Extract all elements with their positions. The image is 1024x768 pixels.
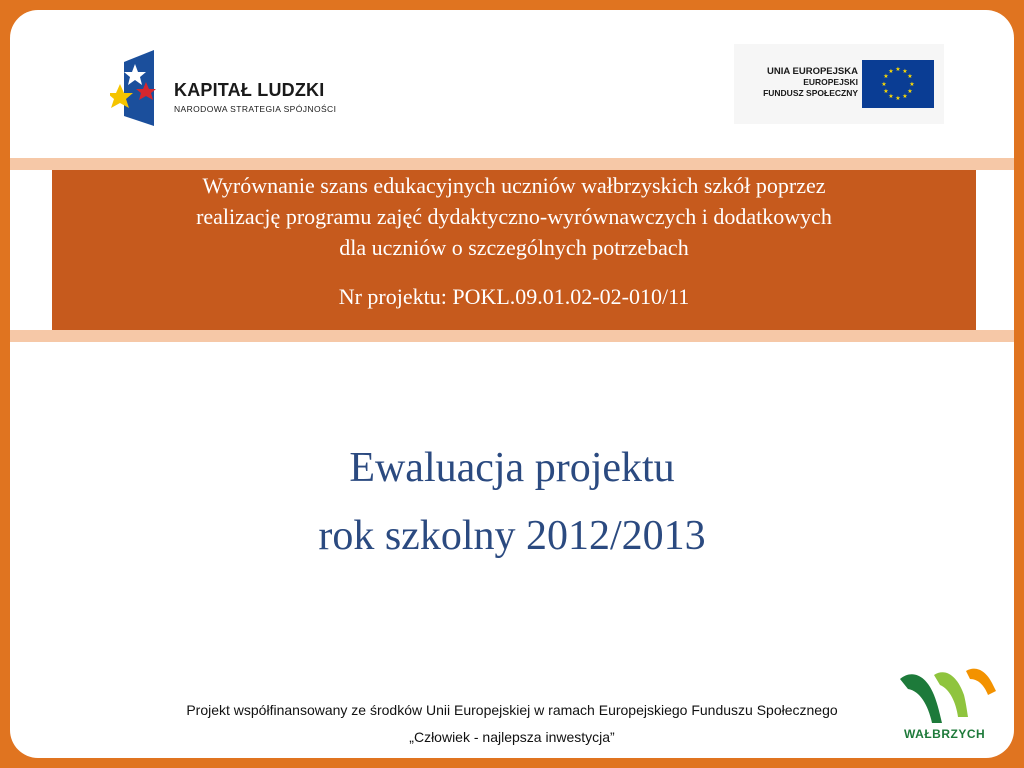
cofinancing-note: Projekt współfinansowany ze środków Unii Europejskiej w ramach Europejskiego Funduszu Społecznego bbox=[186, 702, 838, 718]
walbrzych-label: WAŁBRZYCH bbox=[904, 727, 986, 741]
kapital-ludzki-subtitle: NARODOWA STRATEGIA SPÓJNOŚCI bbox=[174, 104, 337, 114]
eu-logo bbox=[734, 44, 944, 124]
program-slogan: „Człowiek - najlepsza inwestycja” bbox=[409, 729, 615, 745]
svg-text:★: ★ bbox=[909, 81, 915, 88]
slide bbox=[10, 10, 1014, 758]
banner-line-3: dla uczniów o szczególnych potrzebach bbox=[339, 235, 689, 260]
eu-flag-icon bbox=[862, 60, 934, 108]
eu-line-3: FUNDUSZ SPOŁECZNY bbox=[763, 88, 858, 98]
svg-text:★: ★ bbox=[881, 81, 887, 88]
walbrzych-emblem-icon bbox=[894, 665, 1004, 727]
kapital-ludzki-logo bbox=[110, 48, 370, 138]
title-line-1: Ewaluacja projektu bbox=[349, 445, 675, 491]
title-line-2: rok szkolny 2012/2013 bbox=[318, 513, 706, 559]
project-banner bbox=[52, 170, 976, 330]
kapital-ludzki-title: KAPITAŁ LUDZKI bbox=[174, 80, 325, 100]
project-number: Nr projektu: POKL.09.01.02-02-010/11 bbox=[338, 284, 690, 309]
svg-text:★: ★ bbox=[907, 73, 913, 80]
top-accent-band bbox=[10, 158, 1014, 170]
svg-text:★: ★ bbox=[902, 93, 908, 100]
kapital-ludzki-emblem-icon bbox=[110, 48, 160, 130]
eu-logo-text bbox=[763, 66, 858, 99]
svg-text:★: ★ bbox=[895, 66, 901, 73]
svg-text:★: ★ bbox=[883, 73, 889, 80]
svg-text:★: ★ bbox=[895, 95, 901, 102]
svg-text:★: ★ bbox=[888, 68, 894, 75]
svg-text:★: ★ bbox=[883, 88, 889, 95]
svg-text:★: ★ bbox=[902, 68, 908, 75]
banner-line-2: realizację programu zajęć dydaktyczno-wyrównawczych i dodatkowych bbox=[196, 204, 832, 229]
svg-text:★: ★ bbox=[888, 93, 894, 100]
bottom-accent-band bbox=[10, 330, 1014, 342]
svg-text:★: ★ bbox=[907, 88, 913, 95]
slide-title bbox=[10, 434, 1014, 570]
eu-line-1: UNIA EUROPEJSKA bbox=[767, 66, 858, 77]
banner-line-1: Wyrównanie szans edukacyjnych uczniów wałbrzyskich szkół poprzez bbox=[202, 173, 826, 198]
eu-line-2: EUROPEJSKI bbox=[803, 77, 858, 87]
walbrzych-logo bbox=[894, 665, 1004, 745]
